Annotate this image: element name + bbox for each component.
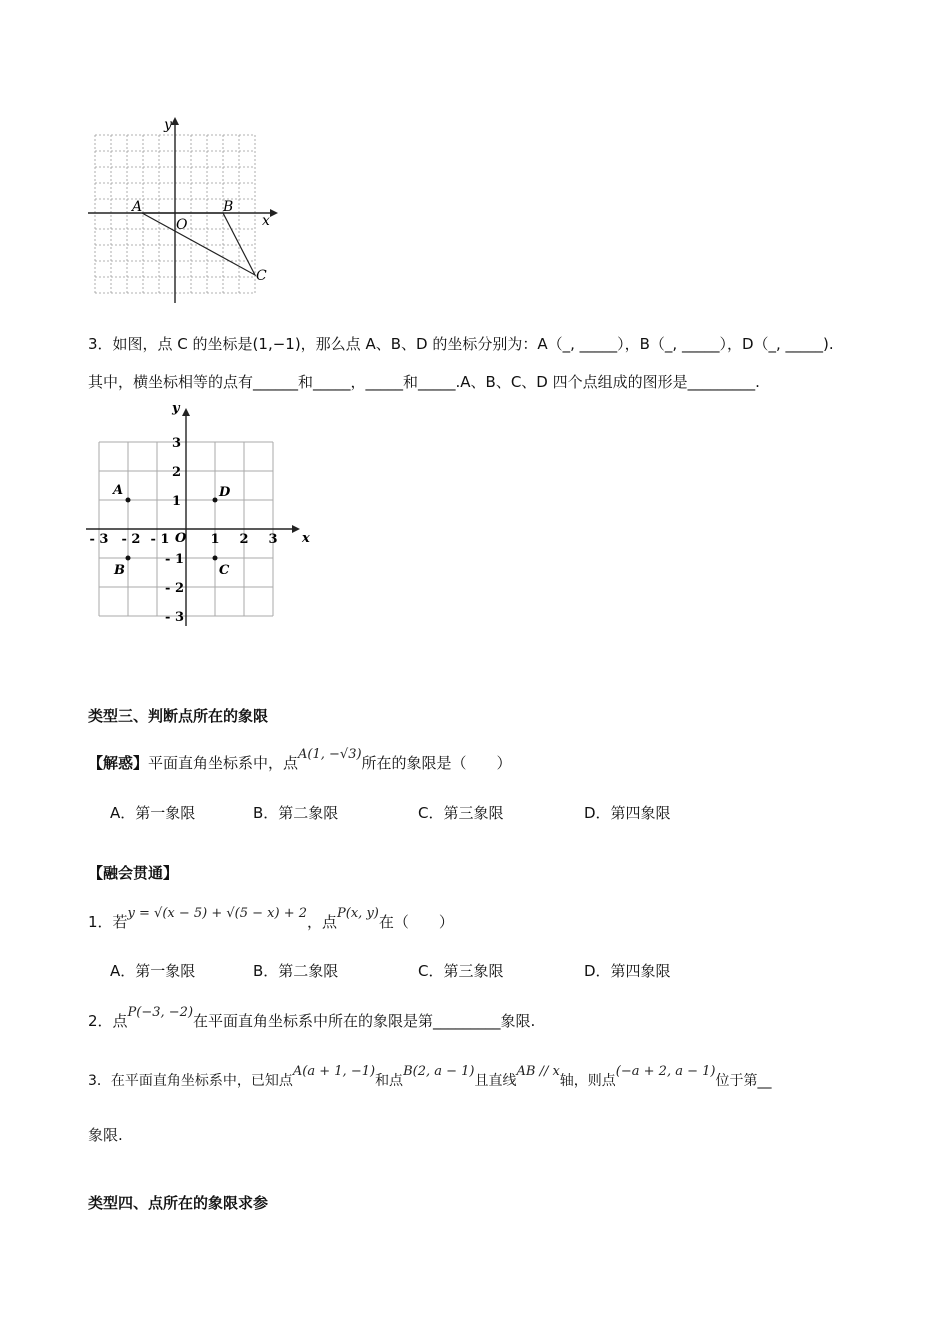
figure-2-label-b: B (114, 563, 125, 578)
figure-2-x-tick: - 2 (121, 532, 141, 547)
ronghui-question-3-continued: 象限. (88, 1126, 123, 1144)
ronghui-q1-math-point: P(x, y) (337, 906, 379, 921)
figure-2-point-b (126, 556, 131, 561)
figure-1-y-arrow (171, 117, 179, 125)
figure-2-y-tick: - 2 (165, 581, 184, 596)
ronghui-q2-text-2: 在平面直角坐标系中所在的象限是第_________象限. (193, 1012, 536, 1030)
ronghui-q1-math-equation: y = √(x − 5) + √(5 − x) + 2 (127, 906, 308, 921)
ronghui-q3-math-point-a: A(a + 1, −1) (292, 1064, 376, 1079)
jiehuo-question (88, 747, 512, 773)
ronghui-q3-text-2: 和点 (375, 1073, 404, 1089)
ronghui-question-1 (88, 906, 454, 932)
jiehuo-text-2: 所在的象限是（ ） (361, 754, 512, 772)
figure-2-label-x: x (302, 531, 310, 546)
figure-2-y-tick: 1 (171, 494, 181, 509)
ronghui-q1-text-3: 在（ ） (378, 913, 454, 931)
ronghui-q2-math-point: P(−3, −2) (127, 1005, 194, 1020)
figure-2-x-tick: - 3 (89, 532, 109, 547)
ronghui-q1-text-2: ，点 (307, 913, 338, 931)
jiehuo-text-1: 平面直角坐标系中，点 (148, 754, 299, 772)
figure-2-label-origin: O (175, 531, 187, 546)
ronghui-q1-option-b: B．第二象限 (253, 962, 339, 980)
figure-2-x-tick: 3 (268, 532, 278, 547)
figure-2-label-d: D (219, 485, 231, 500)
figure-2-y-tick: - 1 (165, 552, 184, 567)
ronghui-q3-math-parallel: AB // x (516, 1064, 560, 1079)
figure-1-label-b: B (223, 199, 234, 215)
question-3-line-1: 3．如图，点 C 的坐标是(1,−1)，那么点 A、B、D 的坐标分别为：A（_, _____），B（_, _____），D（_, _____). (88, 335, 834, 353)
ronghui-q3-text-4: 轴，则点 (559, 1073, 616, 1089)
ronghui-question-2 (88, 1005, 536, 1031)
ronghui-q1-option-a: A．第一象限 (110, 962, 196, 980)
section-3-title: 类型三、判断点所在的象限 (88, 707, 269, 725)
figure-2-label-y: y (172, 401, 180, 416)
ronghui-title: 【融会贯通】 (88, 864, 179, 882)
figure-2-y-tick: 2 (171, 465, 181, 480)
ronghui-q3-text-5: 位于第__ (715, 1073, 772, 1089)
ronghui-question-3 (88, 1064, 772, 1090)
jiehuo-math-point-a: A(1, −√3) (298, 747, 362, 762)
figure-2-coordinate-grid (80, 398, 320, 633)
section-4-title: 类型四、点所在的象限求参 (88, 1194, 269, 1212)
figure-1-label-c: C (256, 268, 267, 284)
ronghui-q1-text-1: 1．若 (88, 913, 128, 931)
jiehuo-option-b: B．第二象限 (253, 804, 339, 822)
ronghui-q3-math-point: (−a + 2, a − 1) (615, 1064, 716, 1079)
figure-2-label-a: A (113, 483, 124, 498)
jiehuo-option-a: A．第一象限 (110, 804, 196, 822)
jiehuo-option-c: C．第三象限 (418, 804, 504, 822)
figure-2-point-c (213, 556, 218, 561)
jiehuo-option-d: D．第四象限 (584, 804, 671, 822)
ronghui-q1-option-d: D．第四象限 (584, 962, 671, 980)
figure-2-y-tick: 3 (171, 436, 181, 451)
figure-1-label-a: A (132, 199, 143, 215)
figure-2-x-tick: - 1 (150, 532, 170, 547)
figure-2-x-arrow (292, 525, 300, 533)
question-3-line-2: 其中，横坐标相等的点有______和_____，_____和_____.A、B、C、D 四个点组成的图形是_________. (88, 373, 760, 391)
figure-2-x-tick: 2 (239, 532, 249, 547)
figure-1-label-origin: O (176, 217, 188, 233)
figure-1-x-arrow (270, 209, 278, 217)
figure-2-y-tick: - 3 (165, 610, 184, 625)
ronghui-q3-math-point-b: B(2, a − 1) (403, 1064, 475, 1079)
figure-2-x-tick: 1 (210, 532, 220, 547)
ronghui-q3-text-3: 且直线 (474, 1073, 517, 1089)
figure-2-point-d (213, 498, 218, 503)
figure-1-label-x: x (262, 213, 270, 229)
figure-2-label-c: C (219, 563, 230, 578)
figure-2-y-arrow (182, 408, 190, 416)
jiehuo-tag: 【解惑】 (88, 754, 149, 772)
ronghui-q3-text-1: 3．在平面直角坐标系中，已知点 (88, 1073, 293, 1089)
figure-1-label-y: y (164, 117, 172, 133)
ronghui-q1-option-c: C．第三象限 (418, 962, 504, 980)
ronghui-q2-text-1: 2．点 (88, 1012, 128, 1030)
figure-2-point-a (126, 498, 131, 503)
figure-1-triangle-grid (80, 115, 280, 310)
